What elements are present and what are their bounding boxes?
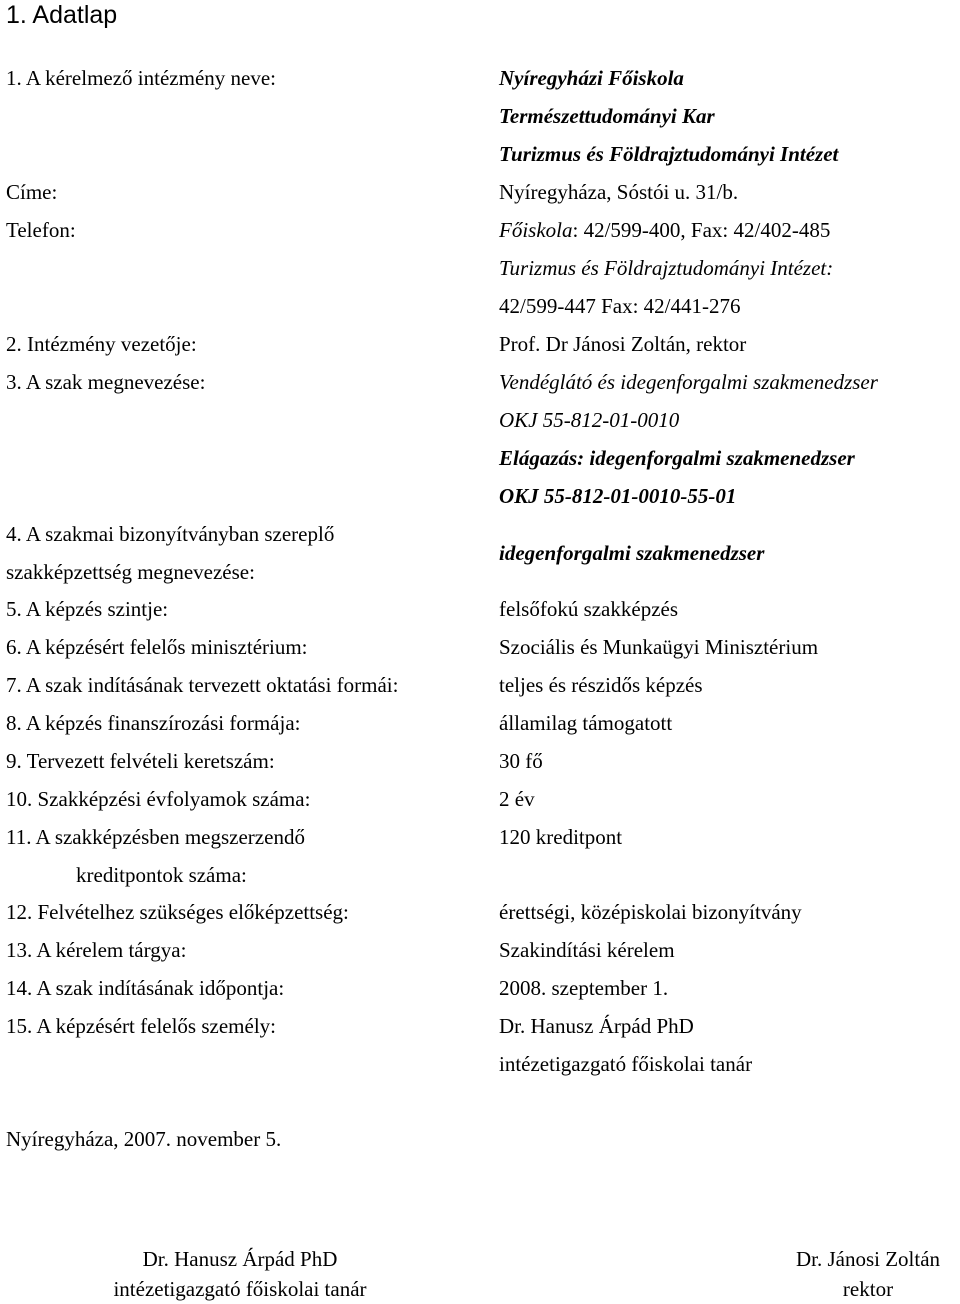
credits-label-line1: 11. A szakképzésben megszerzendő [6, 825, 305, 849]
faculty-name: Természettudományi Kar [499, 104, 715, 128]
signature-left-title: intézetigazgató főiskolai tanár [113, 1277, 367, 1301]
qualification-value: idegenforgalmi szakmenedzser [499, 541, 765, 565]
signature-right-name: Dr. Jánosi Zoltán [795, 1247, 941, 1271]
address-label: Címe: [6, 180, 58, 204]
institution-name: Nyíregyházi Főiskola [499, 66, 684, 90]
credits-label-line2: kreditpontok száma: [76, 863, 247, 887]
signature-right-title: rektor [842, 1277, 894, 1301]
address-value: Nyíregyháza, Sóstói u. 31/b. [499, 180, 739, 204]
years-label: 10. Szakképzési évfolyamok száma: [6, 787, 311, 811]
institution-label: 1. A kérelmező intézmény neve: [6, 66, 276, 90]
start-label: 14. A szak indításának időpontja: [6, 976, 285, 1000]
financing-label: 8. A képzés finanszírozási formája: [6, 711, 301, 735]
subject-value: Szakindítási kérelem [499, 938, 675, 962]
prerequisite-label: 12. Felvételhez szükséges előképzettség: [6, 900, 349, 924]
signature-left [80, 1244, 400, 1304]
level-label: 5. A képzés szintje: [6, 597, 169, 621]
phone-institute-label: Turizmus és Földrajztudományi Intézet: [499, 256, 834, 280]
qualification-label-line1: 4. A szakmai bizonyítványban szereplő [6, 522, 335, 546]
program-name: Vendéglátó és idegenforgalmi szakmenedzser [499, 370, 878, 394]
ministry-label: 6. A képzésért felelős minisztérium: [6, 635, 308, 659]
phone-college-label: Főiskola [499, 218, 573, 242]
program-branch: Elágazás: idegenforgalmi szakmenedzser [499, 446, 855, 470]
financing-value: államilag támogatott [499, 711, 673, 735]
responsible-title: intézetigazgató főiskolai tanár [499, 1052, 753, 1076]
phone-label: Telefon: [6, 218, 76, 242]
prerequisite-value: érettségi, középiskolai bizonyítvány [499, 900, 802, 924]
program-okj: OKJ 55-812-01-0010 [499, 408, 680, 432]
signature-right [770, 1244, 960, 1304]
ministry-value: Szociális és Munkaügyi Minisztérium [499, 635, 819, 659]
intake-label: 9. Tervezett felvételi keretszám: [6, 749, 275, 773]
credits-value: 120 kreditpont [499, 825, 623, 849]
phone-institute-numbers: 42/599-447 Fax: 42/441-276 [499, 294, 741, 318]
head-value: Prof. Dr Jánosi Zoltán, rektor [499, 332, 747, 356]
program-label: 3. A szak megnevezése: [6, 370, 206, 394]
forms-value: teljes és részidős képzés [499, 673, 703, 697]
head-label: 2. Intézmény vezetője: [6, 332, 197, 356]
responsible-label: 15. A képzésért felelős személy: [6, 1014, 276, 1038]
place-date: Nyíregyháza, 2007. november 5. [6, 1127, 282, 1151]
phone-college-numbers: : 42/599-400, Fax: 42/402-485 [572, 218, 831, 242]
years-value: 2 év [499, 787, 535, 811]
subject-label: 13. A kérelem tárgya: [6, 938, 187, 962]
signature-left-name: Dr. Hanusz Árpád PhD [142, 1247, 338, 1271]
institute-name: Turizmus és Földrajztudományi Intézet [499, 142, 839, 166]
intake-value: 30 fő [499, 749, 543, 773]
program-branch-okj: OKJ 55-812-01-0010-55-01 [499, 484, 737, 508]
forms-label: 7. A szak indításának tervezett oktatási formái: [6, 673, 399, 697]
start-value: 2008. szeptember 1. [499, 976, 669, 1000]
phone-college [499, 218, 830, 242]
level-value: felsőfokú szakképzés [499, 597, 679, 621]
page-title: 1. Adatlap [6, 1, 118, 29]
responsible-name: Dr. Hanusz Árpád PhD [499, 1014, 694, 1038]
qualification-label-line2: szakképzettség megnevezése: [6, 560, 255, 584]
